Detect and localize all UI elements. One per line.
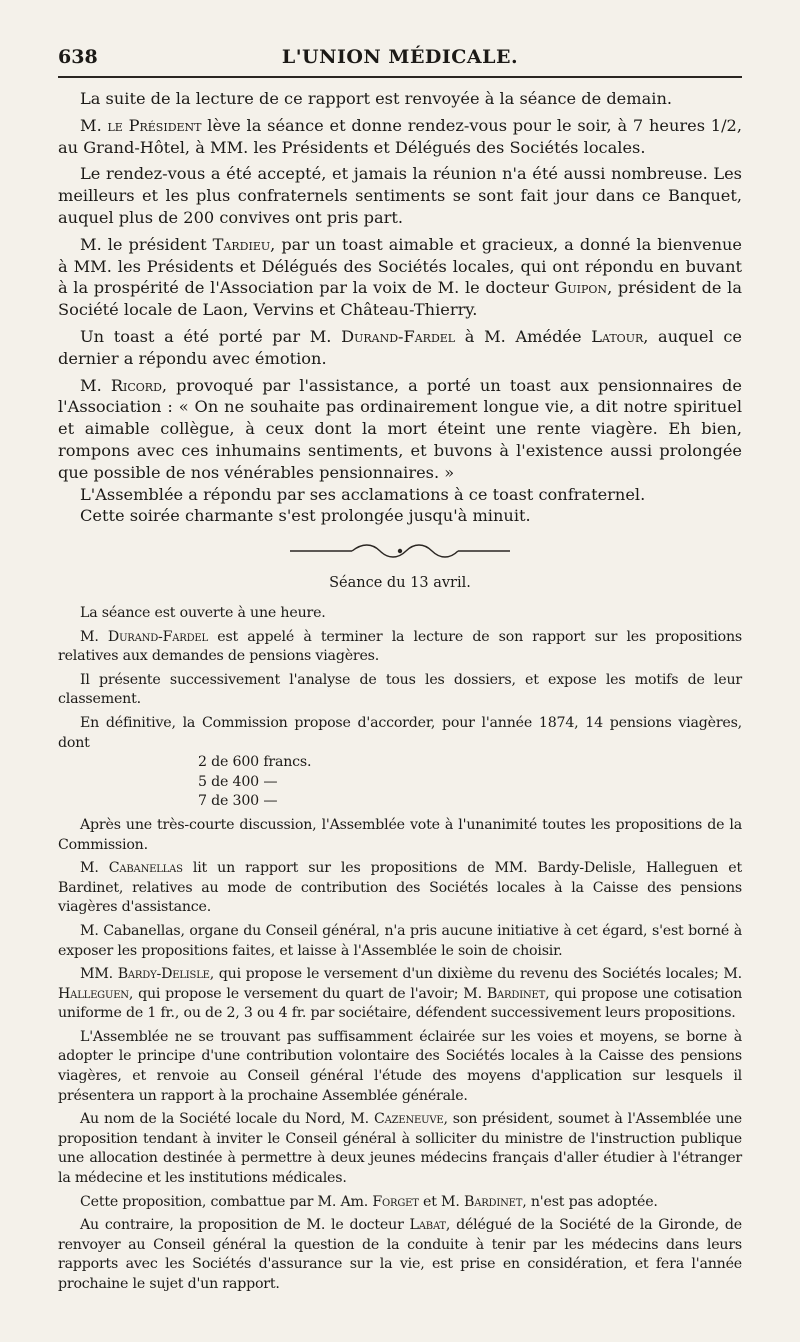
page-number: 638 [58,46,98,68]
person-name: M. le Président [80,115,202,135]
paragraph [58,375,742,484]
paragraph-text: , auquel ce dernier a répondu avec émotion. [58,326,742,368]
person-name: Cazeneuve [373,1111,444,1128]
paragraph [58,326,742,370]
pension-list [58,753,742,812]
person-name: Durand-Fardel [107,628,208,645]
person-name: Bardinet [486,985,546,1002]
paragraph [58,1193,742,1213]
person-name: Tardieu [212,234,271,254]
paragraph [58,1216,742,1294]
paragraph: Le rendez-vous a été accepté, et jamais la réunion n'a été aussi nombreuse. Les meilleurs et les plus confraternels sentiments se sont fait jour dans ce Banquet, auquel plus de 200 convives ont pris part. [58,164,742,227]
paragraph-text: , qui propose le versement du quart de l'avoir; M. [128,985,487,1002]
person-name: Cabanellas [108,860,183,877]
paragraph-text: MM. [80,966,118,983]
person-name: Guipon [554,278,608,298]
list-item: 7 de 300 — [198,793,278,810]
paragraph: Il présente successivement l'analyse de tous les dossiers, et expose les motifs de leur classement. [58,671,742,708]
paragraph-text: est appelé à terminer la lecture de son rapport sur les propositions relatives aux demandes de pensions viagères. [58,628,742,665]
person-name: Labat [409,1217,446,1234]
paragraph-text: Au nom de la Société locale du Nord, M. [80,1111,374,1128]
paragraph: L'Assemblée a répondu par ses acclamations à ce toast confraternel. [80,484,646,504]
person-name: Durand-Fardel [341,326,456,346]
person-name: Ricord [110,375,162,395]
paragraph-text: M. [80,628,108,645]
paragraph-text: , par un toast aimable et gracieux, a donné la bienvenue à MM. les Présidents et Délégués des Sociétés locales, qui ont répondu en buvant à la prospérité de l'Association par la voix de M. le docteur [58,234,742,298]
paragraph: M. Cabanellas, organe du Conseil général, n'a pris aucune initiative à cet égard, s'est borné à exposer les propositions faites, et laisse à l'Assemblée le soin de choisir. [58,922,742,959]
paragraph-text: , n'est pas adoptée. [522,1193,658,1210]
paragraph-text: , qui propose une cotisation uniforme de 1 fr., ou de 2, 3 ou 4 fr. par sociétaire, défendent successivement leurs propositions. [58,985,743,1022]
person-name: Halleguen [58,985,129,1002]
paragraph [58,859,742,918]
person-name: Bardinet [463,1193,523,1210]
paragraph [58,115,742,159]
paragraph-text: Un toast a été porté par M. [80,326,342,346]
paragraph [58,965,742,1024]
paragraph: La séance est ouverte à une heure. [80,605,326,621]
paragraph-text: M. le président [80,234,213,254]
paragraph-text: et M. [418,1193,464,1210]
header-rule [58,76,742,78]
person-name: Bardy-Delisle [117,966,210,983]
paragraph-text: Cette proposition, combattue par M. Am. [80,1193,373,1210]
paragraph-text: , président de la Société locale de Laon, Vervins et Château-Thierry. [58,278,742,320]
ornament-divider [290,541,510,561]
running-header [58,40,742,74]
paragraph-text: à M. Amédée [455,326,592,346]
paragraph [58,234,742,321]
paragraph-text: lève la séance et donne rendez-vous pour le soir, à 7 heures 1/2, au Grand-Hôtel, à MM. les Présidents et Délégués des Sociétés locales. [58,115,742,157]
paragraph-text: Au contraire, la proposition de M. le docteur [80,1217,410,1234]
person-name: Latour [591,326,644,346]
paragraph [58,628,742,667]
paragraph-text: lit un rapport sur les propositions de MM. Bardy-Delisle, Halleguen et Bardinet, relatives au mode de contribution des Sociétés locales à la Caisse des pensions viagères d'assistance. [58,860,743,916]
paragraph [58,1110,742,1188]
running-title: L'UNION MÉDICALE. [281,46,519,68]
section-seance [58,604,742,1295]
list-item: 2 de 600 francs. [198,754,312,771]
paragraph-text: , qui propose le versement d'un dixième du revenu des Sociétés locales; M. [209,966,742,983]
paragraph-text: , provoqué par l'assistance, a porté un toast aux pensionnaires de l'Association : « On ne souhaite pas ordinairement longue vie, a dit notre spirituel et aimable collègue, à ceux dont la mort éteint une rente viagère. Eh bien, rompons avec ces inhumains sentiments, et buvons à l'existence aussi prolongée que possible de nos vénérables pensionnaires. » [58,375,742,482]
paragraph-text: M. [80,860,109,877]
paragraph-text: , délégué de la Société de la Gironde, de renvoyer au Conseil général la question de la conduite à tenir par les médecins dans leurs rapports avec les Sociétés d'assurance sur la vie, est prise en considération, et fera l'année prochaine le sujet d'un rapport. [58,1217,742,1292]
list-item: 5 de 400 — [198,773,278,790]
paragraph-text: M. [80,375,111,395]
paragraph: Cette soirée charmante s'est prolongée jusqu'à minuit. [80,506,531,526]
paragraph: En définitive, la Commission propose d'accorder, pour l'année 1874, 14 pensions viagères, dont [58,714,742,751]
person-name: Forget [372,1193,419,1210]
section-banquet [58,88,742,527]
paragraph-text: , son président, soumet à l'Assemblée une proposition tendant à inviter le Conseil général à solliciter du ministre de l'instruction publique une allocation destinée à permettre à deux jeunes médecins français d'aller étudier à l'étranger la médecine et les institutions médicales. [58,1111,742,1187]
paragraph: L'Assemblée ne se trouvant pas suffisamment éclairée sur les voies et moyens, se borne à adopter le principe d'une contribution volontaire des Sociétés locales à la Caisse des pensions viagères, et renvoie au Conseil général l'étude des moyens d'application sur lesquels il présentera un rapport à la prochaine Assemblée générale. [58,1028,742,1104]
paragraph: Après une très-courte discussion, l'Assemblée vote à l'unanimité toutes les propositions de la Commission. [58,816,742,853]
paragraph: La suite de la lecture de ce rapport est renvoyée à la séance de demain. [80,89,673,108]
session-heading: Séance du 13 avril. [329,575,471,591]
